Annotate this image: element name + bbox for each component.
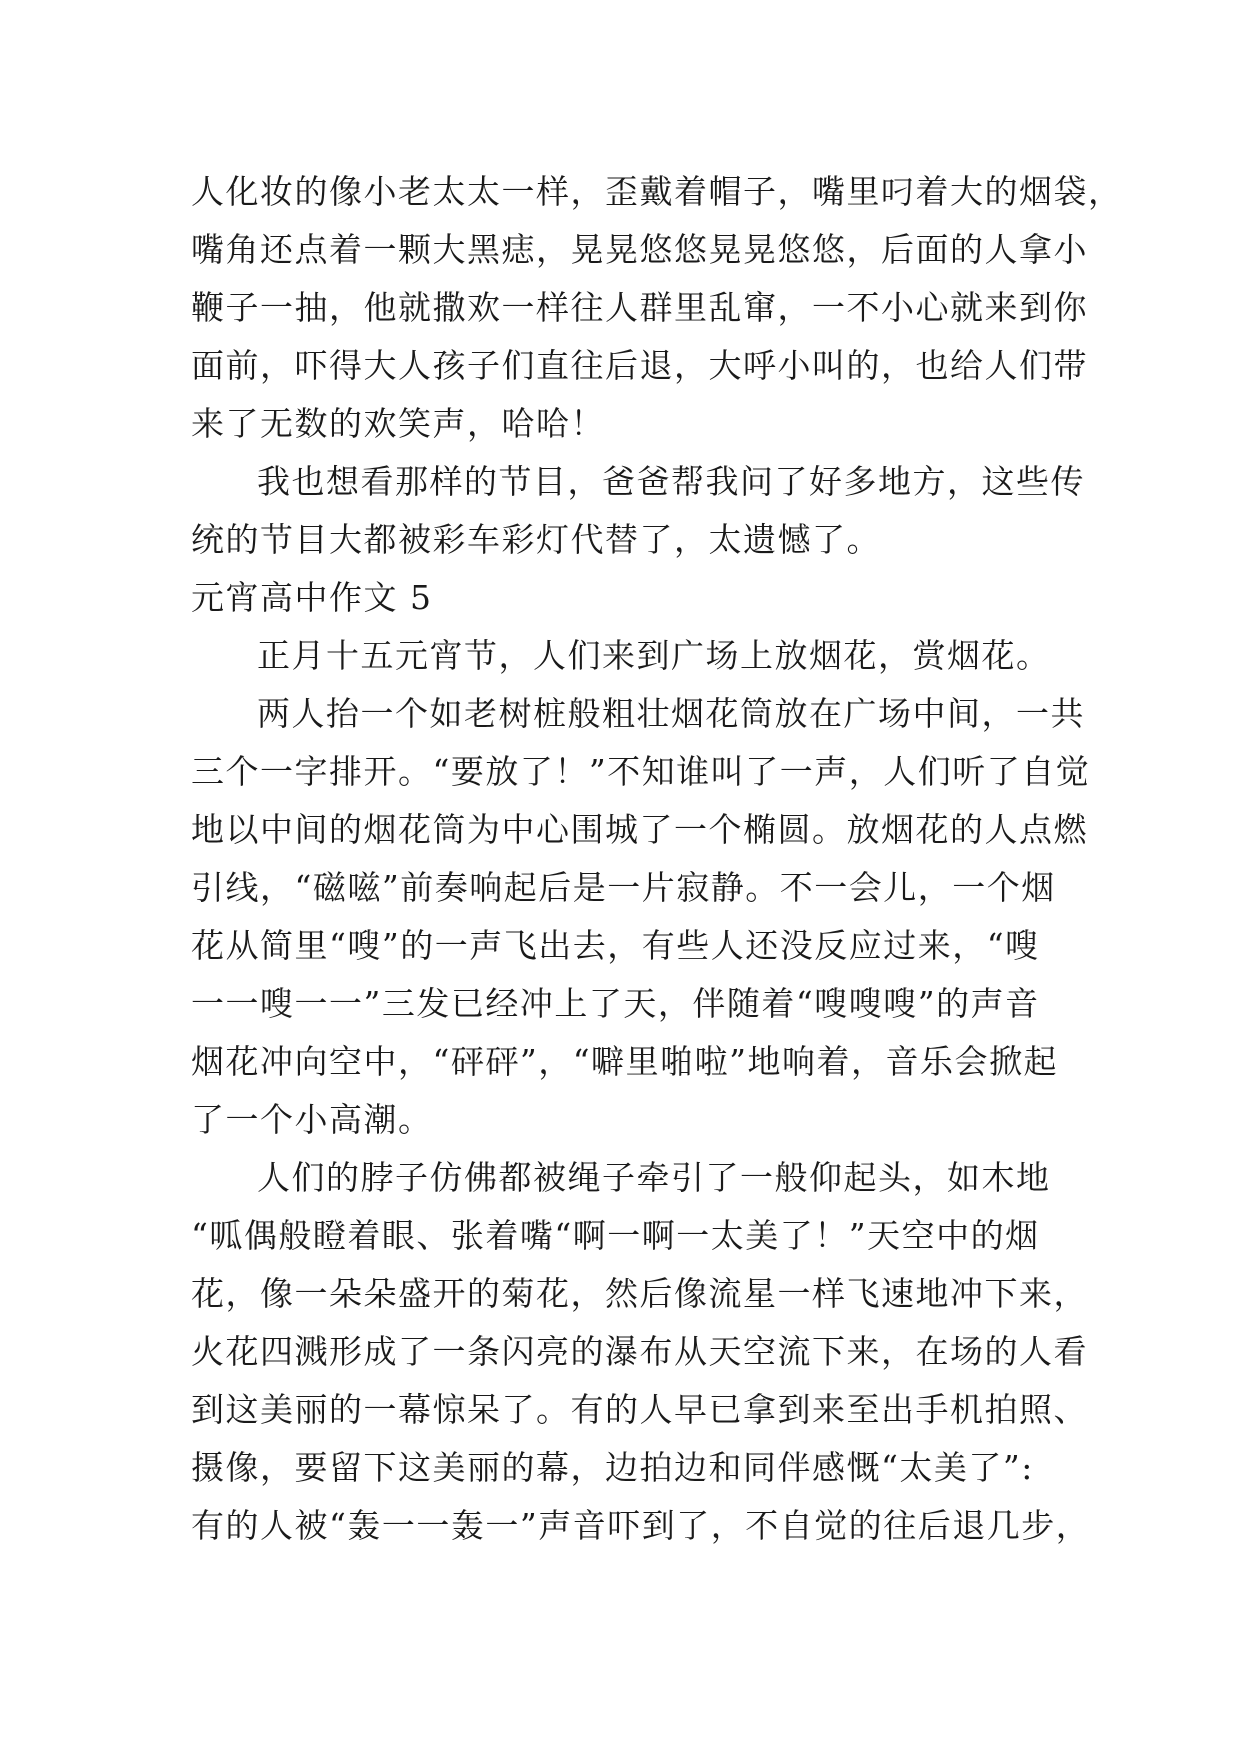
paragraph-start: 两人抬一个如老树桩般粗壮烟花筒放在广场中间，一共 [257, 694, 1085, 733]
essay-body [191, 163, 1123, 1555]
text-line: 人化妆的像小老太太一样，歪戴着帽子，嘴里叼着大的烟袋， [191, 172, 1123, 211]
text-line: 烟花冲向空中，“砰砰”，“噼里啪啦”地响着，音乐会掀起 [191, 1042, 1058, 1081]
text-line: 面前，吓得大人孩子们直往后退，大呼小叫的，也给人们带 [191, 346, 1088, 385]
paragraph-start: 人们的脖子仿佛都被绳子牵引了一般仰起头，如木地 [257, 1158, 1051, 1197]
text-line: 摄像，要留下这美丽的幕，边拍边和同伴感慨“太美了”: [191, 1448, 1034, 1487]
paragraph-start: 我也想看那样的节目，爸爸帮我问了好多地方，这些传 [257, 462, 1085, 501]
section-heading: 元宵高中作文 5 [191, 578, 433, 617]
text-line: 地以中间的烟花筒为中心围城了一个椭圆。放烟花的人点燃 [191, 810, 1088, 849]
text-line: 花，像一朵朵盛开的菊花，然后像流星一样飞速地冲下来， [191, 1274, 1088, 1313]
text-line: 到这美丽的一幕惊呆了。有的人早已拿到来至出手机拍照、 [191, 1390, 1088, 1429]
text-line: 花从简里“嗖”的一声飞出去，有些人还没反应过来，“嗖 [191, 926, 1040, 965]
text-line: 引线，“磁嗞”前奏响起后是一片寂静。不一会儿，一个烟 [191, 868, 1056, 907]
text-line: 有的人被“轰一一轰一”声音吓到了，不自觉的往后退几步， [191, 1506, 1091, 1545]
text-line: 鞭子一抽，他就撒欢一样往人群里乱窜，一不小心就来到你 [191, 288, 1088, 327]
text-line: 嘴角还点着一颗大黑痣，晃晃悠悠晃晃悠悠，后面的人拿小 [191, 230, 1088, 269]
paragraph-start: 正月十五元宵节，人们来到广场上放烟花，赏烟花。 [257, 636, 1051, 675]
text-line: 一一嗖一一”三发已经冲上了天，伴随着“嗖嗖嗖”的声音 [191, 984, 1040, 1023]
text-line: 火花四溅形成了一条闪亮的瀑布从天空流下来，在场的人看 [191, 1332, 1088, 1371]
text-line: 了一个小高潮。 [191, 1100, 433, 1139]
text-line: 统的节目大都被彩车彩灯代替了，太遗憾了。 [191, 520, 881, 559]
text-line: 三个一字排开。“要放了！”不知谁叫了一声，人们听了自觉 [191, 752, 1091, 791]
text-line: “呱偶般瞪着眼、张着嘴“啊一啊一太美了！”天空中的烟 [191, 1216, 1040, 1255]
text-line: 来了无数的欢笑声，哈哈！ [191, 404, 605, 443]
